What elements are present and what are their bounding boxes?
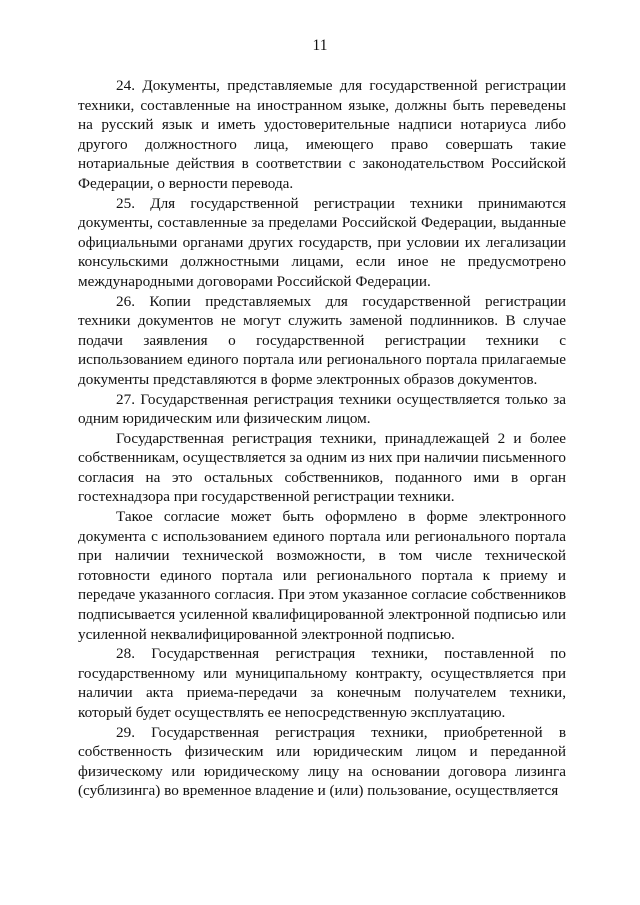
paragraph-27-joint-owners: Государственная регистрация техники, принадлежащей 2 и более собственникам, осуществляется за одним из них при наличии письменного согласия на это остальных собственников, поданного ими в орган гостехнадзора при государственной регистрации техники. (78, 429, 566, 506)
page-number: 11 (312, 37, 328, 54)
paragraph-26: 26. Копии представляемых для государственной регистрации техники документов не могут служить заменой подлинников. В случае подачи заявления о государственной регистрации техники с использованием единого портала или регионального портала прилагаемые документы представляются в форме электронных образов документов. (78, 292, 566, 388)
paragraph-25: 25. Для государственной регистрации техники принимаются документы, составленные за пределами Российской Федерации, выданные официальными органами других государств, при условии их легализации консульскими должностными лицами, если иное не предусмотрено международными договорами Российской Федерации. (78, 194, 566, 290)
paragraph-27: 27. Государственная регистрация техники осуществляется только за одним юридическим или физическим лицом. (78, 390, 566, 428)
paragraph-24: 24. Документы, представляемые для государственной регистрации техники, составленные на иностранном языке, должны быть переведены на русский язык и иметь удостоверительные надписи нотариуса либо другого должностного лица, имеющего право совершать такие нотариальные действия в соответствии с законодательством Российской Федерации, о верности перевода. (78, 77, 566, 192)
paragraph-27-electronic-consent: Такое согласие может быть оформлено в форме электронного документа с использованием единого портала или регионального портала при наличии технической возможности, в том числе технической готовности единого портала или регионального портала к приему и передаче указанного согласия. При этом указанное согласие собственников подписывается усиленной квалифицированной электронной подписью или усиленной неквалифицированной электронной подписью. (78, 508, 566, 643)
document-body (78, 76, 566, 801)
paragraph-29: 29. Государственная регистрация техники, приобретенной в собственность физическим или юридическим лицом и переданной физическому или юридическому лицу на основании договора лизинга (сублизинга) во временное владение и (или) пользование, осуществляется (78, 723, 566, 800)
paragraph-28: 28. Государственная регистрация техники, поставленной по государственному или муниципальному контракту, осуществляется при наличии акта приема-передачи за конечным получателем техники, который будет осуществлять ее непосредственную эксплуатацию. (78, 645, 566, 721)
